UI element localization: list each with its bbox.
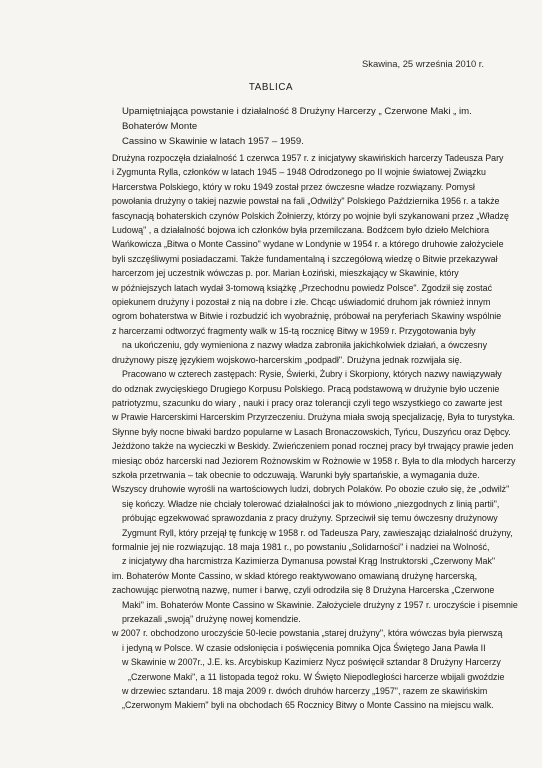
body-line: drużynowy piszę językiem wojskowo-harcerskim „podpadł". Drużyna jednak rozwijała się.: [112, 354, 462, 365]
body-line: z harcerzami odtworzyć fragmenty walk w 15-tą rocznicę Bitwy w 1959 r. Przygotowania były: [112, 325, 476, 336]
body-line: Zygmunt Ryll, który przejął tę funkcję w 1958 r. od Tadeusza Pary, zawieszając działalność drużyny,: [122, 527, 513, 538]
body-line: i jedyną w Polsce. W czasie odsłonięcia i poświęcenia pomnika Ojca Świętego Jana Pawła II: [122, 642, 486, 653]
body-line: w 2007 r. obchodzono uroczyście 50-lecie powstania „starej drużyny", która wówczas była pierwszą: [112, 628, 503, 639]
body-line: Pracowano w czterech zastępach: Rysie, Świerki, Żubry i Skorpiony, których nazwy nawiązywały: [122, 369, 502, 380]
body-line: patriotyzmu, szacunku do wiary , nauki i pracy oraz tolerancji czyli tego wszystkiego co zawarte jest: [112, 397, 503, 408]
body-line: przekazali „swoją" drużynę nowej komendzie.: [122, 614, 301, 624]
body-line: fascynacją bohaterskich czynów Polskich Żołnierzy, którzy po wojnie byli szykanowani przez „Władzę: [112, 210, 509, 221]
body-line: byli szczęśliwymi posiadaczami. Także fundamentalną i szczegółową wiedzę o Bitwie przekazywał: [112, 253, 498, 264]
body-line: „Czerwonym Makiem" byli na obchodach 65 Rocznicy Bitwy o Monte Cassino na miejscu walk.: [122, 700, 494, 711]
body-line: do odznak zwycięskiego Drugiego Korpusu Polskiego. Pracą podstawową w drużynie było uczenie: [112, 383, 500, 394]
body-line: szkoła przetrwania – tak obecnie to odczuwają. Warunki były spartańskie, a wymagania duże.: [112, 469, 480, 480]
body-line: opiekunem drużyny i pozostał z nią na dobre i złe. Chcąc uświadomić druhom jak również innym: [112, 297, 491, 308]
body-line: próbując egzekwować sprawozdania z pracy drużyny. Sprzeciwił się temu ówczesny drużynowy: [122, 513, 498, 524]
body-line: powołania drużyny o takiej nazwie powstał na fali „Odwilży" Polskiego Października 1956 r. a także: [112, 196, 500, 207]
body-line: Harcerstwa Polskiego, który w roku 1949 został przez ówczesne władze rozwiązany. Pomysł: [112, 181, 475, 192]
body-line: w drzewiec sztandaru. 18 maja 2009 r. dwóch druhów harcerzy „1957", razem ze skawińskim: [122, 686, 488, 697]
document-body: [112, 151, 522, 713]
body-line: im. Bohaterów Monte Cassino, w skład którego reaktywowano omawianą drużynę harcerską,: [112, 570, 478, 581]
document-title: TABLICA: [248, 82, 294, 93]
body-line: Wańkowicza „Bitwa o Monte Cassino" wydane w Londynie w 1954 r. a którego druhowie założyciele: [112, 239, 504, 250]
body-line: Jeżdżono także na wycieczki w Beskidy. Zwieńczeniem ponad rocznej pracy był trwający prawie jeden: [112, 441, 514, 452]
body-line: harcerzom jej uczestnik wówczas p. por. Marian Łoziński, mieszkający w Skawinie, który: [112, 268, 459, 279]
body-line: i Zygmunta Rylla, członków w latach 1945 – 1948 Odrodzonego po II wojnie światowej Związku: [112, 167, 486, 178]
body-line: się kończy. Władze nie chciały tolerować działalności jak to mówiono „niezgodnych z linią partii",: [122, 498, 500, 509]
body-line: Wszyscy druhowie wyrośli na wartościowych ludzi, dobrych Polaków. Po obozie czuło się, że „odwilż": [112, 484, 510, 495]
body-line: w późniejszych latach wydał 3-tomową książkę „Przechodnu powiedz Polsce". Zgodził się zostać: [112, 282, 493, 293]
body-line: w Prawie Harcerskimi Harcerskim Przyrzeczeniu. Drużyna miała swoją specjalizację, Była to turystyka.: [112, 412, 515, 423]
body-line: Maki" im. Bohaterów Monte Cassino w Skawinie. Założyciele drużyny z 1957 r. uroczyście i pisemnie: [122, 599, 518, 610]
document-subtitle: [122, 104, 502, 149]
body-line: Słynne były nocne biwaki bardzo popularne w Lasach Bronaczowskich, Tyńcu, Duszyńcu oraz Dębcy.: [112, 426, 511, 437]
body-line: zachowując pierwotną nazwę, numer i barwę, czyli odrodziła się 8 Drużyna Harcerska „Czerwone: [112, 585, 495, 596]
body-line: w Skawinie w 2007r., J.E. ks. Arcybiskup Kazimierz Nycz poświęcił sztandar 8 Drużyny Harcerzy: [122, 657, 501, 668]
body-line: miesiąc obóz harcerski nad Jeziorem Rożnowskim w Rożnowie w 1958 r. Była to dla młodych harcerzy: [112, 455, 516, 466]
body-line: „Czerwone Maki", a 11 listopada tegoż roku. W Święto Niepodległości harcerze wbijali gwoździe: [128, 671, 505, 682]
subtitle-line: Upamiętniająca powstanie i działalność 8 Drużyny Harcerzy „ Czerwone Maki „ im. Bohaterów Monte: [122, 106, 472, 132]
body-line: formalnie jej nie rozwiązując. 18 maja 1981 r., po powstaniu „Solidarności" i nadziei na Wolność,: [112, 541, 490, 552]
subtitle-line: Cassino w Skawinie w latach 1957 – 1959.: [122, 136, 304, 147]
body-line: na ukończeniu, gdy wymieniona z nazwy władza zabroniła jakichkolwiek działań, a ówczesny: [122, 340, 488, 351]
body-line: Ludową" , a działalność bojowa ich członków była przemilczana. Bodźcem było dzieło Melchiora: [112, 225, 490, 236]
body-line: z inicjatywy dha harcmistrza Kazimierza Dymanusa powstał Krąg Instruktorski „Czerwony Mak": [122, 556, 496, 567]
body-line: Drużyna rozpoczęła działalność 1 czerwca 1957 r. z inicjatywy skawińskich harcerzy Tadeusza Pary: [112, 153, 504, 163]
document-date: Skawina, 25 września 2010 r.: [362, 58, 484, 69]
body-line: ogrom bohaterstwa w Bitwie i rozbudzić ich wyobraźnię, próbował na peryferiach Skawiny wspólnie: [112, 311, 502, 322]
